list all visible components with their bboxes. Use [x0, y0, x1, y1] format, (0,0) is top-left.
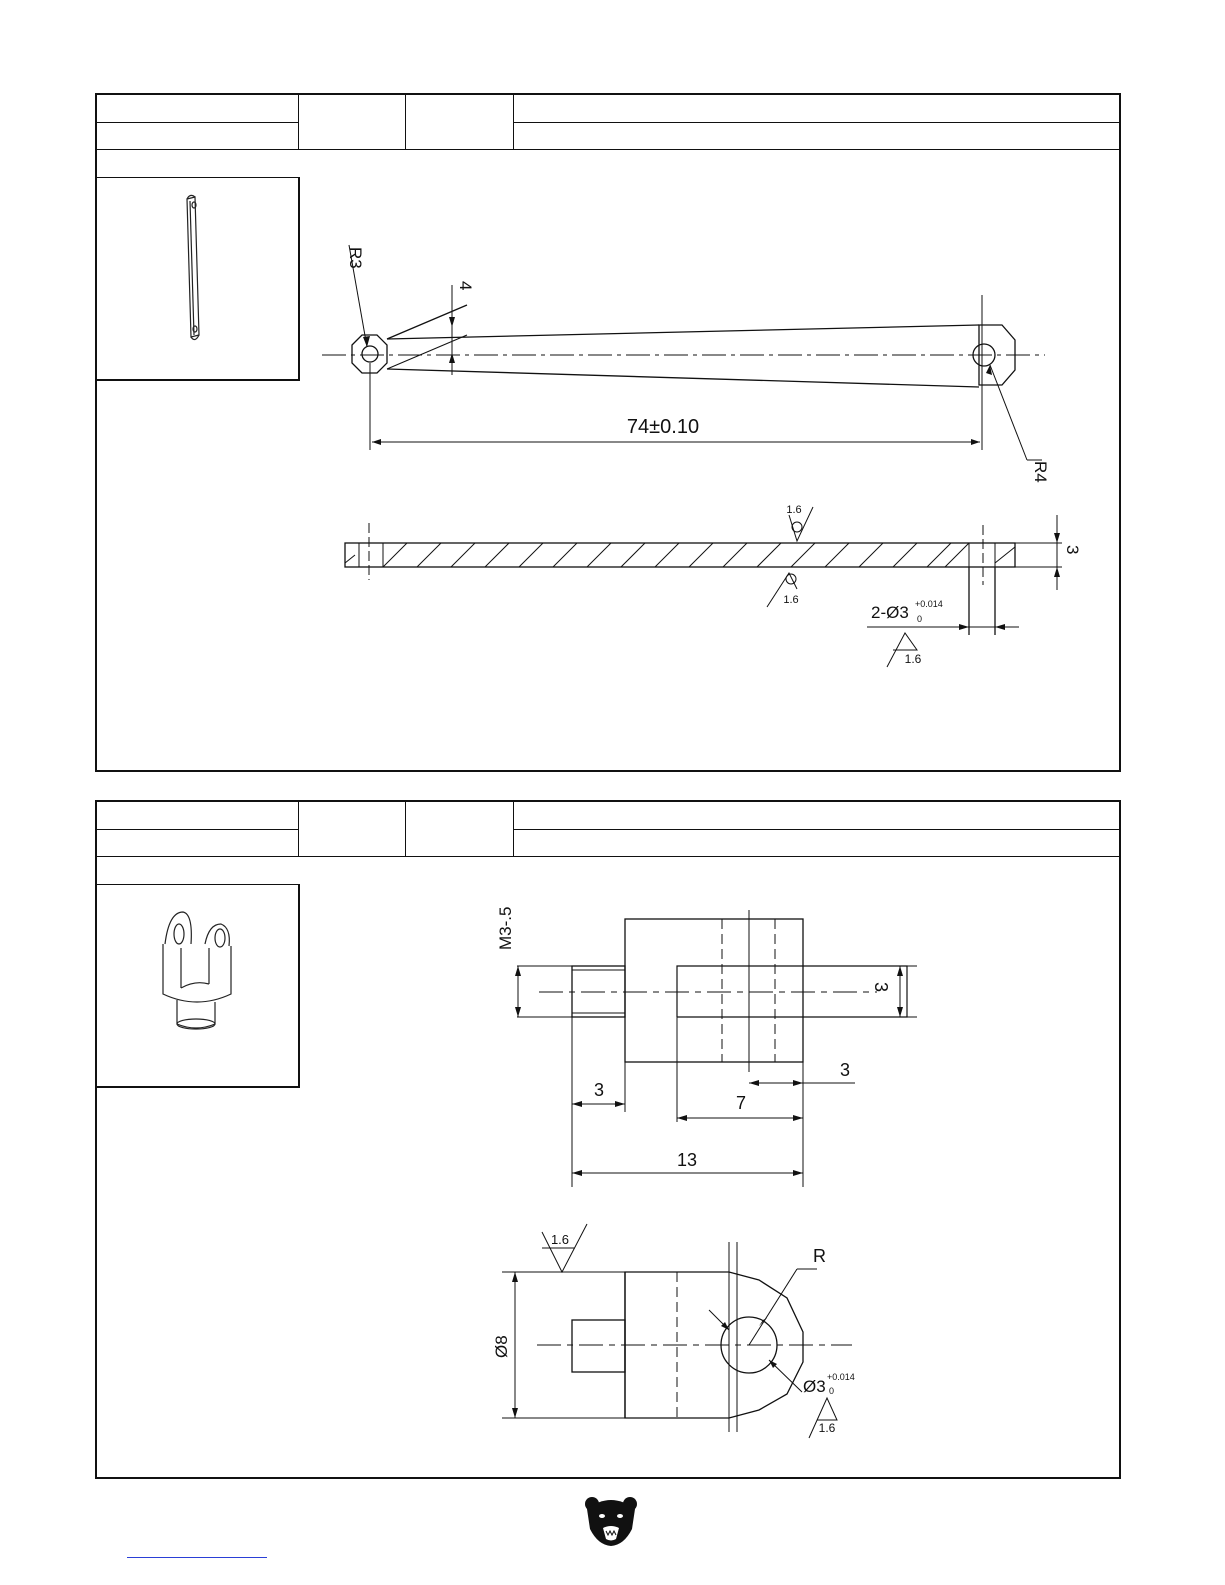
drawing-sheet-link-arm: [95, 93, 1121, 772]
pin-hole-tol-upper: +0.014: [827, 1372, 855, 1382]
hole-tol-upper: +0.014: [915, 599, 943, 609]
hole-tol-lower: 0: [917, 614, 923, 624]
roughness-hole-label: 1.6: [818, 1421, 836, 1435]
roughness-top-label: 1.6: [786, 504, 802, 516]
overall-length-label: 13: [676, 1150, 698, 1170]
pin-hole-spec-label: Ø3: [803, 1377, 826, 1396]
slot-width-label: 3: [871, 982, 891, 993]
arm-top-edge: [387, 325, 979, 339]
drawing-sheet-clevis: [95, 800, 1121, 1479]
roughness-face-label: 1.6: [550, 1232, 570, 1247]
radius-label: R: [813, 1246, 826, 1266]
diameter-label: Ø8: [492, 1335, 511, 1358]
thickness-label: 3: [1063, 545, 1082, 555]
thread-label: M3-.5: [496, 906, 515, 950]
roughness-hole-label: 1.6: [904, 652, 922, 666]
section-hatch: [345, 543, 1015, 567]
clevis-drawing: [97, 802, 1121, 1479]
clevis-body-outline: [625, 919, 803, 1062]
left-hole: [362, 346, 378, 362]
roughness-symbol-icon: [767, 507, 917, 667]
taper-dimension-label: 4: [456, 281, 475, 291]
bear-logo-icon: [582, 1495, 640, 1547]
shank-top: [572, 1320, 625, 1372]
right-radius-label: R4: [1031, 461, 1050, 483]
pin-hole-tol-lower: 0: [829, 1386, 835, 1396]
left-radius-label: R3: [346, 247, 365, 269]
plate-section-outline: [345, 543, 1015, 567]
roughness-bottom-label: 1.6: [783, 594, 799, 606]
length-dimension-label: 74±0.10: [626, 416, 700, 438]
arm-bottom-edge: [387, 369, 979, 387]
slot-depth-label: 7: [735, 1093, 747, 1113]
shank-length-label: 3: [593, 1080, 605, 1100]
hole-spec-label: 2-Ø3: [871, 603, 909, 622]
hole-offset-label: 3: [839, 1060, 851, 1080]
link-arm-drawing: [97, 95, 1121, 772]
footer-link-underline[interactable]: [127, 1557, 267, 1558]
